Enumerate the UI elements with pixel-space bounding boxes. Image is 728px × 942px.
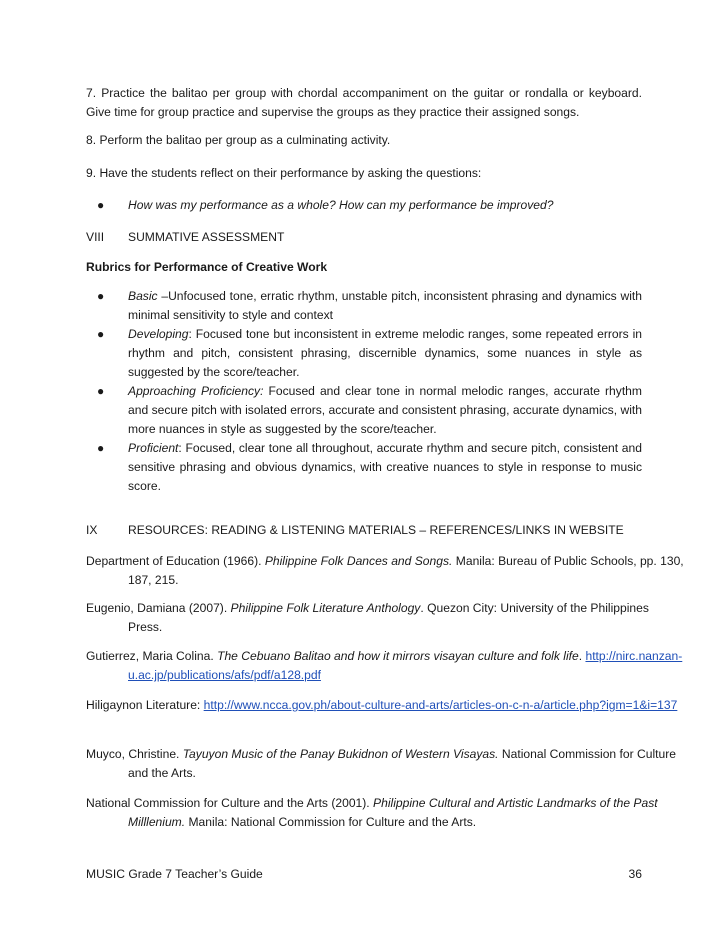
rubric-desc: Focused tone but inconsistent in extreme melodic ranges, some repeated errors in rhythm and pitch, consistent phrasing, discernible dynamics, some nuances in style as suggested by the score/teacher.	[128, 327, 642, 379]
ref-author: Gutierrez, Maria Colina.	[86, 649, 218, 663]
reflection-question: How was my performance as a whole? How can my performance be improved?	[128, 198, 554, 212]
rubric-term: Proficient	[128, 441, 179, 455]
section-title: RESOURCES: READING & LISTENING MATERIALS – REFERENCES/LINKS IN WEBSITE	[128, 523, 624, 537]
rubrics-list	[86, 287, 642, 496]
ref-author: Eugenio, Damiana (2007).	[86, 601, 231, 615]
reference-5	[86, 745, 684, 783]
rubric-item-developing	[86, 325, 642, 382]
ref-title: Philippine Cultural and Artistic Landmarks of the Past Milllenium.	[128, 796, 658, 829]
section-title: SUMMATIVE ASSESSMENT	[128, 230, 285, 244]
rubric-item-basic	[86, 287, 642, 325]
ref-title: The Cebuano Balitao and how it mirrors visayan culture and folk life	[217, 649, 579, 663]
bullet-icon: ●	[97, 384, 105, 398]
rubrics-heading	[86, 258, 642, 277]
bullet-icon: ●	[97, 327, 105, 341]
ref-publisher: Manila: Bureau of Public Schools, pp. 130, 187, 215.	[128, 554, 684, 587]
bullet-icon: ●	[97, 441, 105, 455]
rubric-term: Approaching Proficiency:	[128, 384, 264, 398]
rubric-item-approaching	[86, 382, 642, 439]
section-number: VIII	[86, 230, 105, 244]
rubric-term: Basic	[128, 289, 158, 303]
section-heading-summative	[86, 228, 642, 247]
ref-publisher: . Quezon City: University of the Philippines Press.	[128, 601, 649, 634]
list-item	[86, 196, 642, 215]
rubric-desc: Focused and clear tone in normal melodic ranges, accurate rhythm and secure pitch with isolated errors, accurate and consistent phrasing, accurate dynamics, with more nuances in style as suggested by the score/teacher.	[128, 384, 642, 436]
footer-title: MUSIC Grade 7 Teacher’s Guide	[86, 867, 263, 881]
section-number: IX	[86, 523, 98, 537]
step-7: 7. Practice the balitao per group with chordal accompaniment on the guitar or rondalla or keyboard. Give time for group practice and supervise the groups as they practice their assigned songs.	[86, 86, 642, 119]
ref-title: Tayuyon Music of the Panay Bukidnon of Western Visayas.	[182, 747, 499, 761]
step-9: 9. Have the students reflect on their performance by asking the questions:	[86, 166, 482, 180]
bullet-icon: ●	[97, 198, 105, 212]
page-number: 36	[628, 867, 642, 881]
ref-link[interactable]: http://nirc.nanzan-u.ac.jp/publications/afs/pdf/a128.pdf	[128, 649, 683, 682]
ref-title: Philippine Folk Literature Anthology	[230, 601, 421, 615]
rubric-sep: :	[188, 327, 196, 341]
reference-3	[86, 647, 684, 685]
ref-publisher: Manila: National Commission for Culture and the Arts.	[185, 815, 477, 829]
rubric-sep: :	[178, 441, 186, 455]
rubric-desc: Unfocused tone, erratic rhythm, unstable pitch, inconsistent phrasing and dynamics with minimal sensitivity to style and context	[128, 289, 642, 322]
step-8: 8. Perform the balitao per group as a culminating activity.	[86, 133, 391, 147]
reference-2	[86, 599, 684, 637]
ref-author: National Commission for Culture and the Arts (2001).	[86, 796, 374, 810]
bullet-icon: ●	[97, 289, 105, 303]
reference-6	[86, 794, 684, 832]
reflection-questions	[86, 196, 642, 215]
ref-author: Department of Education (1966).	[86, 554, 265, 568]
reference-4	[86, 696, 684, 715]
ref-link[interactable]: http://www.ncca.gov.ph/about-culture-and-arts/articles-on-c-n-a/article.php?igm=1&i=137	[203, 698, 678, 712]
ref-publisher: National Commission for Culture and the Arts.	[128, 747, 676, 780]
rubrics-heading-text: Rubrics for Performance of Creative Work	[86, 260, 328, 274]
ref-author: Hiligaynon Literature:	[86, 698, 204, 712]
rubric-sep: –	[157, 289, 169, 303]
rubric-term: Developing	[128, 327, 189, 341]
reference-1	[86, 552, 684, 590]
rubric-item-proficient	[86, 439, 642, 496]
ref-punct: .	[578, 649, 583, 663]
ref-author: Muyco, Christine.	[86, 747, 183, 761]
ref-title: Philippine Folk Dances and Songs.	[264, 554, 453, 568]
section-heading-resources	[86, 521, 642, 540]
rubric-desc: Focused, clear tone all throughout, accurate rhythm and secure pitch, consistent and sensitive phrasing and obvious dynamics, with creative nuances to style in response to music score.	[128, 441, 642, 493]
